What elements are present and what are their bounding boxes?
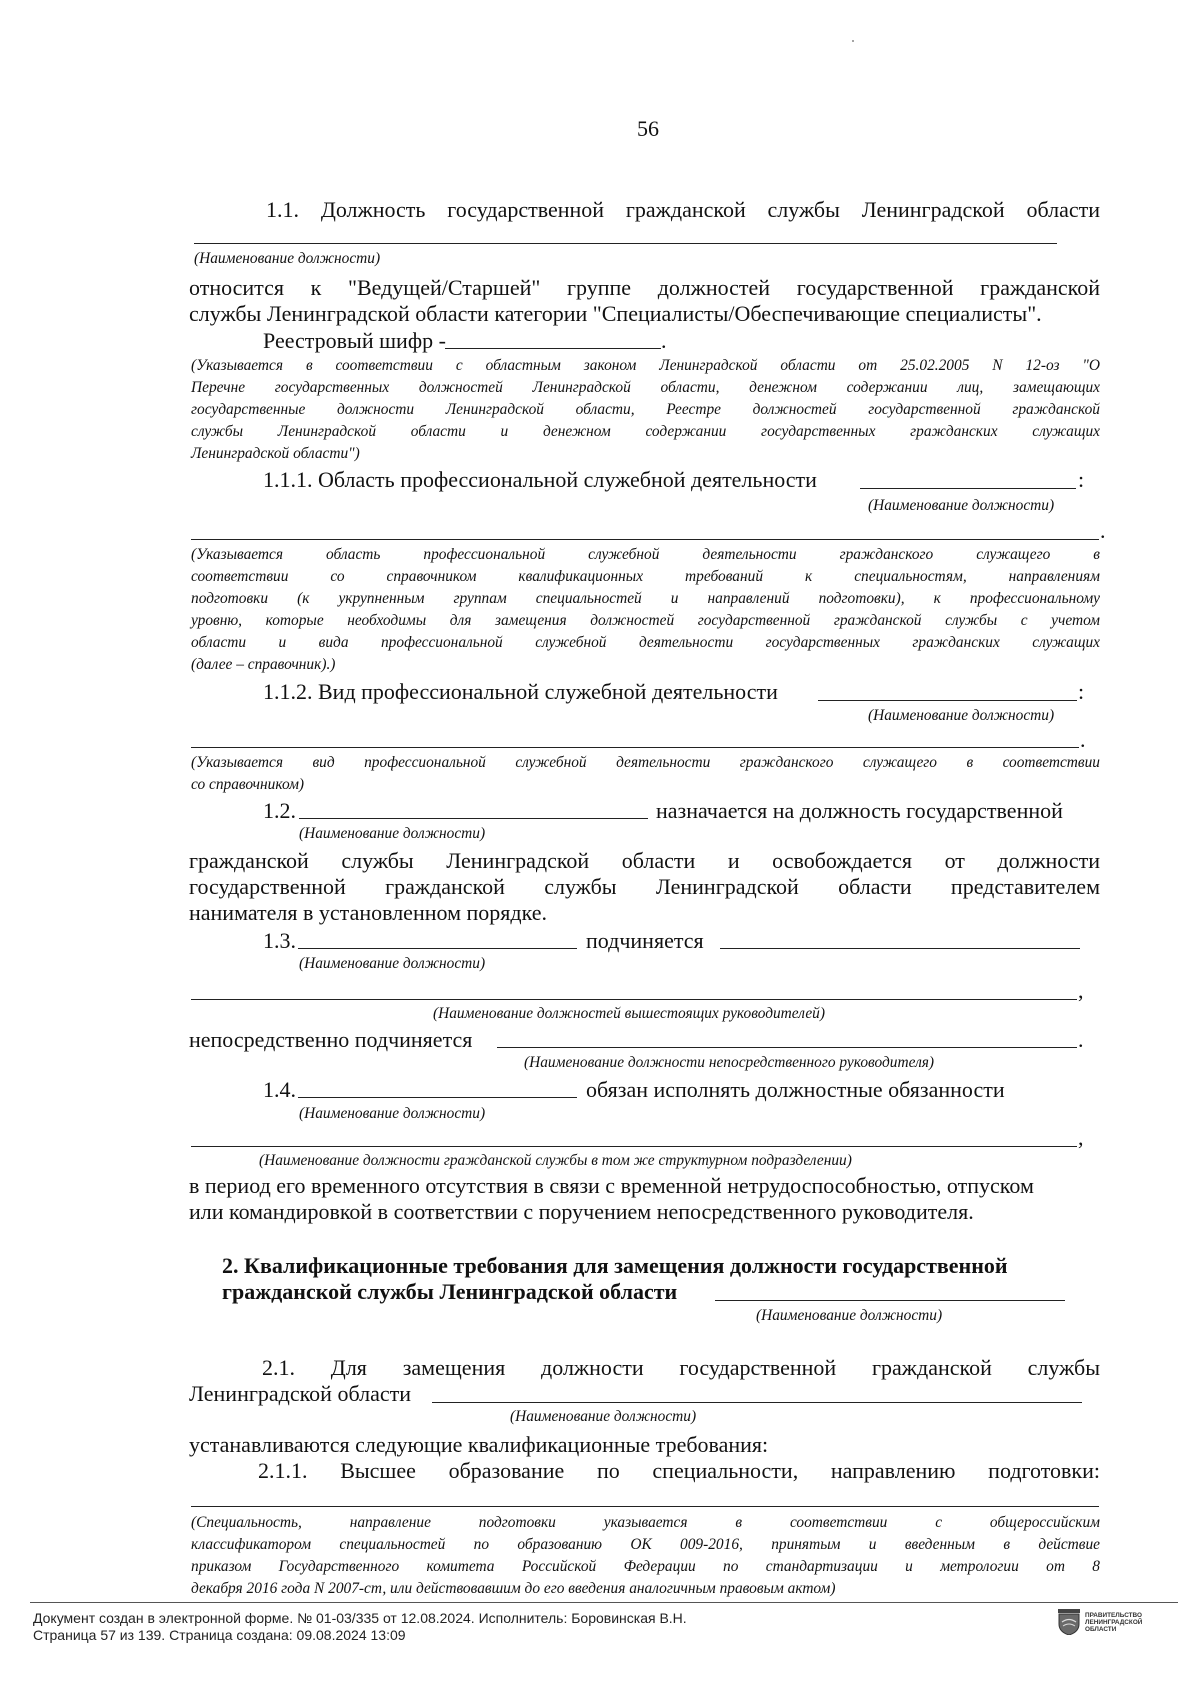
section-1-4-line-1: в период его временного отсутствия в связи с временной нетрудоспособностью, отпуском xyxy=(189,1173,1034,1198)
section-1-1-1-end: . xyxy=(1100,518,1106,543)
section-2-title-2: гражданской службы Ленинградской области xyxy=(222,1279,678,1304)
hint-1-1-1: (Наименование должности) xyxy=(868,497,1055,514)
note-registry-2: Перечне государственных должностей Ленинградской области, денежном содержании лиц, замещающих xyxy=(191,379,1100,396)
section-2-title-1: 2. Квалификационные требования для замещения должности государственной xyxy=(222,1253,1008,1278)
section-1-1-heading: 1.1. Должность государственной гражданской службы Ленинградской области xyxy=(266,197,1100,222)
section-2-1-line-3: устанавливаются следующие квалификационные требования: xyxy=(189,1432,769,1457)
section-1-3-comma: , xyxy=(1078,978,1084,1003)
footer-doc-info: Документ создан в электронной форме. № 01-03/335 от 12.08.2024. Исполнитель: Боровинская В.Н. xyxy=(33,1610,687,1626)
note-type-1: (Указывается вид профессиональной служебной деятельности гражданского служащего в соответствии xyxy=(191,754,1100,771)
hint-substitute: (Наименование должности гражданской службы в том же структурном подразделении) xyxy=(259,1152,852,1169)
note-specialty-2: классификатором специальностей по образованию ОК 009-2016, принятым и введенным в действие xyxy=(191,1536,1100,1553)
hint-1-1-2: (Наименование должности) xyxy=(868,707,1055,724)
footer-rule xyxy=(30,1602,1178,1603)
page-number: 56 xyxy=(637,116,659,141)
section-2-1-line-1: 2.1. Для замещения должности государственной гражданской службы xyxy=(262,1355,1100,1380)
activity-type-line xyxy=(818,700,1077,701)
section-1-2-line-1: гражданской службы Ленинградской области и освобождается от должности xyxy=(189,848,1100,873)
section-2-1-1-line-1: 2.1.1. Высшее образование по специальности, направлению подготовки: xyxy=(258,1458,1100,1483)
note-registry-4: службы Ленинградской области и денежном содержании государственных гражданских служащих xyxy=(191,423,1100,440)
section-1-1-2-colon: : xyxy=(1078,679,1085,704)
activity-area-line xyxy=(860,488,1076,489)
section-2-1-line-2: Ленинградской области xyxy=(189,1381,411,1406)
note-area-5: области и вида профессиональной служебной деятельности государственных гражданских служащих xyxy=(191,634,1100,651)
note-area-2: соответствии со справочником квалификационных требований к специальностям, направлениям xyxy=(191,568,1100,585)
group-category-line-1: относится к "Ведущей/Старшей" группе должностей государственной гражданской xyxy=(189,275,1100,300)
section-1-1-2-end: . xyxy=(1080,727,1086,752)
activity-type-full-line xyxy=(191,747,1079,748)
section-1-3-line xyxy=(298,948,577,949)
hint-1-2: (Наименование должности) xyxy=(299,825,486,842)
section-1-1-1-label: 1.1.1. Область профессиональной служебной деятельности xyxy=(263,467,817,492)
section-1-3-end: . xyxy=(1078,1027,1084,1052)
government-logo xyxy=(1058,1607,1168,1641)
section-1-4-rest: обязан исполнять должностные обязанности xyxy=(586,1077,1005,1102)
coat-of-arms-icon xyxy=(1058,1609,1080,1635)
section-1-1-1-colon: : xyxy=(1078,467,1085,492)
group-category-line-2: службы Ленинградской области категории "Специалисты/Обеспечивающие специалисты". xyxy=(189,301,1042,326)
hint-position-name: (Наименование должности) xyxy=(194,250,381,267)
note-registry-5: Ленинградской области") xyxy=(191,445,360,462)
section-1-2-rest: назначается на должность государственной xyxy=(656,798,1063,823)
section-1-2-line-2: государственной гражданской службы Ленинградской области представителем xyxy=(189,874,1100,899)
superiors-line xyxy=(191,999,1077,1000)
note-registry-3: государственные должности Ленинградской области, Реестре должностей государственной гражданской xyxy=(191,401,1100,418)
section-1-4-num: 1.4. xyxy=(263,1077,296,1102)
registry-code-end: . xyxy=(661,328,667,353)
note-specialty-3: приказом Государственного комитета Российской Федерации по стандартизации и метрологии от 8 xyxy=(191,1558,1100,1575)
registry-code-line xyxy=(445,348,661,349)
activity-area-full-line xyxy=(191,539,1099,540)
section-1-2-line xyxy=(299,818,648,819)
note-specialty-4: декабря 2016 года N 2007-ст, или действовавшим до его введения аналогичным правовым актом) xyxy=(191,1580,836,1597)
scan-speck xyxy=(852,40,854,42)
section-1-3-line-2 xyxy=(720,948,1080,949)
direct-subordination-label: непосредственно подчиняется xyxy=(189,1027,473,1052)
note-registry-1: (Указывается в соответствии с областным законом Ленинградской области от 25.02.2005 N 12-оз "О xyxy=(191,357,1100,374)
registry-code-label: Реестровый шифр - xyxy=(263,328,446,353)
direct-supervisor-line xyxy=(497,1047,1077,1048)
note-type-2: со справочником) xyxy=(191,776,305,793)
note-specialty-1: (Специальность, направление подготовки указывается в соответствии с общероссийским xyxy=(191,1514,1100,1531)
hint-direct-supervisor: (Наименование должности непосредственного руководителя) xyxy=(524,1054,935,1071)
section-1-1-2-label: 1.1.2. Вид профессиональной служебной деятельности xyxy=(263,679,778,704)
note-area-1: (Указывается область профессиональной служебной деятельности гражданского служащего в xyxy=(191,546,1100,563)
hint-superiors: (Наименование должностей вышестоящих руководителей) xyxy=(433,1005,825,1022)
footer-page-info: Страница 57 из 139. Страница создана: 09.08.2024 13:09 xyxy=(33,1627,406,1643)
section-1-2-num: 1.2. xyxy=(263,798,296,823)
hint-1-4: (Наименование должности) xyxy=(299,1105,486,1122)
note-area-4: уровню, которые необходимы для замещения должностей государственной гражданской службы с учетом xyxy=(191,612,1100,629)
government-logo-text: ПРАВИТЕЛЬСТВО ЛЕНИНГРАДСКОЙ ОБЛАСТИ xyxy=(1085,1612,1143,1633)
position-name-line xyxy=(194,243,1057,244)
hint-1-3: (Наименование должности) xyxy=(299,955,486,972)
section-2-1-position-line xyxy=(432,1402,1082,1403)
section-1-4-line xyxy=(298,1097,577,1098)
section-1-2-line-3: нанимателя в установленном порядке. xyxy=(189,900,547,925)
section-1-4-line-2: или командировкой в соответствии с поручением непосредственного руководителя. xyxy=(189,1199,974,1224)
section-2-position-line xyxy=(715,1300,1065,1301)
specialty-line xyxy=(191,1506,1099,1507)
hint-section-2: (Наименование должности) xyxy=(756,1307,943,1324)
section-1-3-num: 1.3. xyxy=(263,928,296,953)
note-area-6: (далее – справочник).) xyxy=(191,656,336,673)
section-1-3-mid: подчиняется xyxy=(586,928,704,953)
section-1-4-comma: , xyxy=(1078,1125,1084,1150)
note-area-3: подготовки (к укрупненным группам специальностей и направлений подготовки), к профессиональному xyxy=(191,590,1100,607)
substitute-line xyxy=(191,1146,1077,1147)
hint-2-1: (Наименование должности) xyxy=(510,1408,697,1425)
